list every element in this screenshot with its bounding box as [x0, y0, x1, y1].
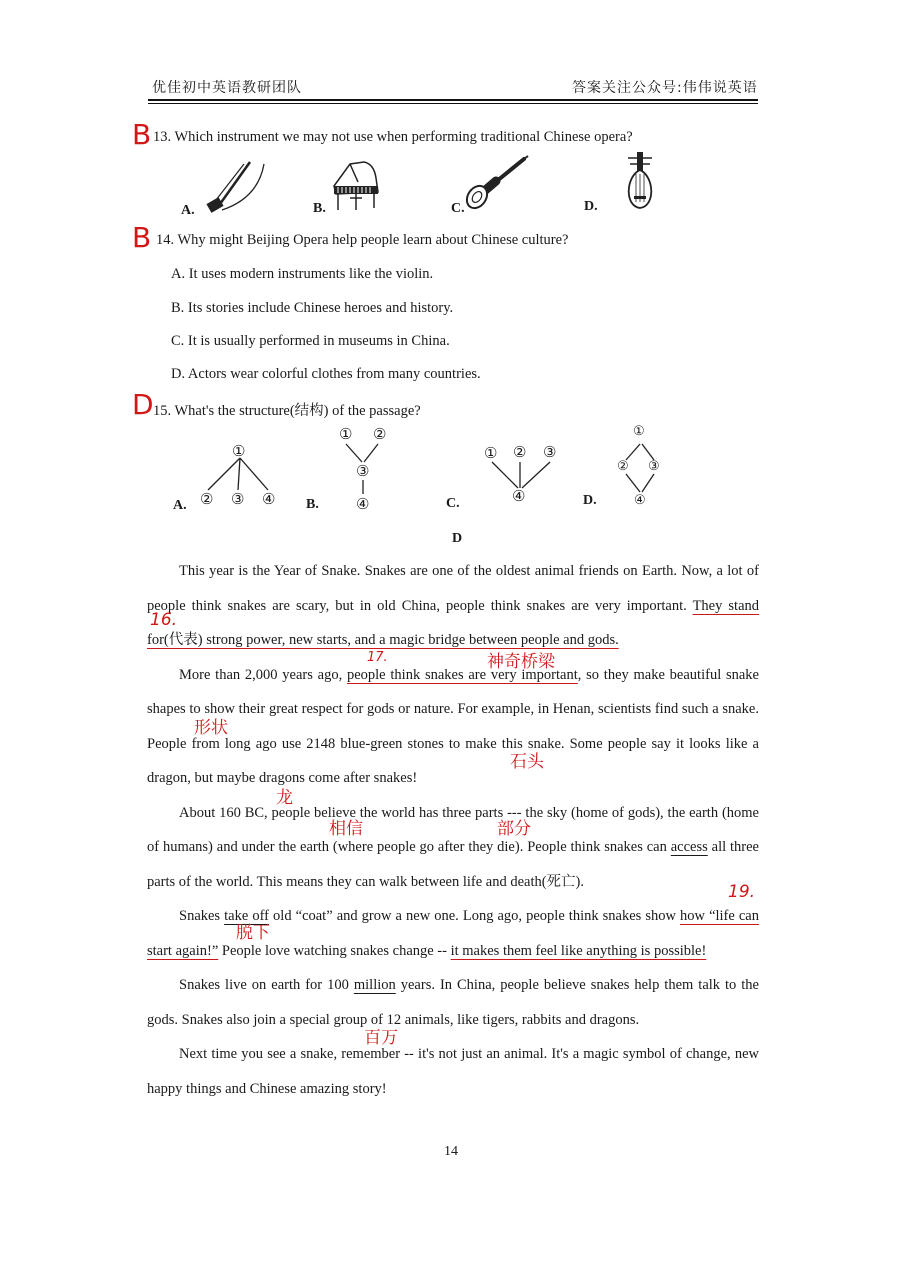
diagram-b-node-3: ③ — [356, 464, 370, 480]
piano-icon — [330, 158, 382, 212]
note-17: 17. — [367, 650, 388, 665]
header-left: 优佳初中英语教研团队 — [152, 80, 302, 96]
answer-mark-15: D — [132, 388, 154, 421]
q14-option-c: C. It is usually performed in museums in China. — [171, 333, 450, 349]
diagram-c-node-1: ① — [484, 446, 498, 462]
diagram-c-node-2: ② — [513, 445, 527, 461]
pipa-icon — [622, 150, 658, 212]
diagram-d-node-2: ② — [617, 458, 629, 473]
answer-mark-13: B — [132, 118, 152, 151]
underline-take-off: take off — [224, 908, 269, 924]
diagram-b-node-4: ④ — [356, 497, 370, 513]
note-19: 19. — [728, 882, 756, 902]
diagram-a-node-1: ① — [232, 444, 246, 460]
diagram-b-node-1: ① — [339, 427, 353, 443]
diagram-a-node-4: ④ — [262, 492, 276, 508]
question-13: 13. Which instrument we may not use when performing traditional Chinese opera? — [153, 129, 633, 145]
underline-19: how “life can start again!” — [147, 908, 759, 959]
paragraph-2: More than 2,000 years ago, people think snakes are very important, so they make beautiful snake shapes to show their great respect for gods or nature. For example, in Henan, scientists find such a snake. People from long ago use 2148 blue-green stones to make this snake. Some people say it looks like a dragon, but maybe dragons come after snakes! — [147, 666, 759, 786]
q15-label-c: C. — [446, 496, 460, 511]
diagram-b-node-2: ② — [373, 427, 387, 443]
diagram-d-node-4: ④ — [634, 492, 646, 507]
note-million: 百万 — [364, 1028, 398, 1048]
underline-possible: it makes them feel like anything is possible! — [450, 942, 707, 959]
q13-label-b: B. — [313, 201, 326, 216]
note-dragon: 龙 — [276, 788, 293, 808]
note-magic-bridge: 神奇桥梁 — [487, 652, 555, 672]
diagram-a-node-3: ③ — [231, 492, 245, 508]
paragraph-5: Snakes live on earth for 100 million years. In China, people believe snakes help them talk to the gods. Snakes also join a special group of 12 animals, like tigers, rabbits and dragons. — [147, 977, 759, 1028]
question-15: 15. What's the structure(结构) of the passage? — [153, 403, 421, 419]
section-title: D — [452, 531, 463, 546]
note-take-off: 脱下 — [236, 923, 270, 943]
underline-access: access — [670, 839, 708, 855]
note-shape: 形状 — [194, 718, 228, 738]
diagram-d-node-1: ① — [633, 423, 645, 438]
note-believe: 相信 — [329, 819, 363, 839]
q13-label-a: A. — [181, 203, 195, 218]
paragraph-3: About 160 BC, people believe the world has three parts --- the sky (home of gods), the earth (home of humans) and under the earth (where people go after they die). People think snakes can access all three parts of the world. This means they can walk between life and death(死亡). — [147, 804, 759, 890]
erhu-icon — [198, 158, 268, 218]
paragraph-4: Snakes take off old “coat” and grow a new one. Long ago, people think snakes show how “life can start again!” People love watching snakes change -- it makes them feel like anything is possible! — [147, 908, 759, 959]
note-16: 16. — [150, 610, 178, 630]
diagram-a-node-2: ② — [200, 492, 214, 508]
q15-label-b: B. — [306, 497, 319, 512]
underline-17: people think snakes are very important — [346, 666, 578, 683]
q15-label-a: A. — [173, 498, 187, 513]
q14-option-d: D. Actors wear colorful clothes from many countries. — [171, 366, 481, 382]
q14-option-b: B. Its stories include Chinese heroes and history. — [171, 300, 454, 316]
paragraph-1: This year is the Year of Snake. Snakes are one of the oldest animal friends on Earth. Now, a lot of people think snakes are scary, but in old China, people think snakes are very important. They stand for(代表) strong power, new starts, and a magic bridge between people and gods. — [147, 563, 759, 648]
q15-label-d: D. — [583, 493, 597, 508]
header-right: 答案关注公众号:伟伟说英语 — [572, 80, 758, 96]
underline-16: They stand for(代表) strong power, new starts, and a magic bridge between people and gods. — [147, 597, 759, 648]
paragraph-6: Next time you see a snake, remember -- it's not just an animal. It's a magic symbol of change, new happy things and Chinese amazing story! — [147, 1046, 759, 1097]
underline-million: million — [353, 977, 396, 993]
suona-icon — [466, 155, 532, 213]
note-parts: 部分 — [497, 819, 531, 839]
q13-label-c: C. — [451, 201, 465, 216]
passage — [147, 554, 759, 1106]
answer-mark-14: B — [132, 221, 152, 254]
header-rule-thin — [148, 103, 758, 104]
note-stone: 石头 — [510, 752, 544, 772]
page-number: 14 — [444, 1144, 458, 1159]
header-rule — [148, 99, 758, 101]
diagram-c-node-4: ④ — [512, 489, 526, 505]
question-14: 14. Why might Beijing Opera help people learn about Chinese culture? — [156, 232, 569, 248]
q14-option-a: A. It uses modern instruments like the violin. — [171, 266, 434, 282]
diagram-d-node-3: ③ — [648, 458, 660, 473]
diagram-c-node-3: ③ — [543, 445, 557, 461]
q13-label-d: D. — [584, 199, 598, 214]
